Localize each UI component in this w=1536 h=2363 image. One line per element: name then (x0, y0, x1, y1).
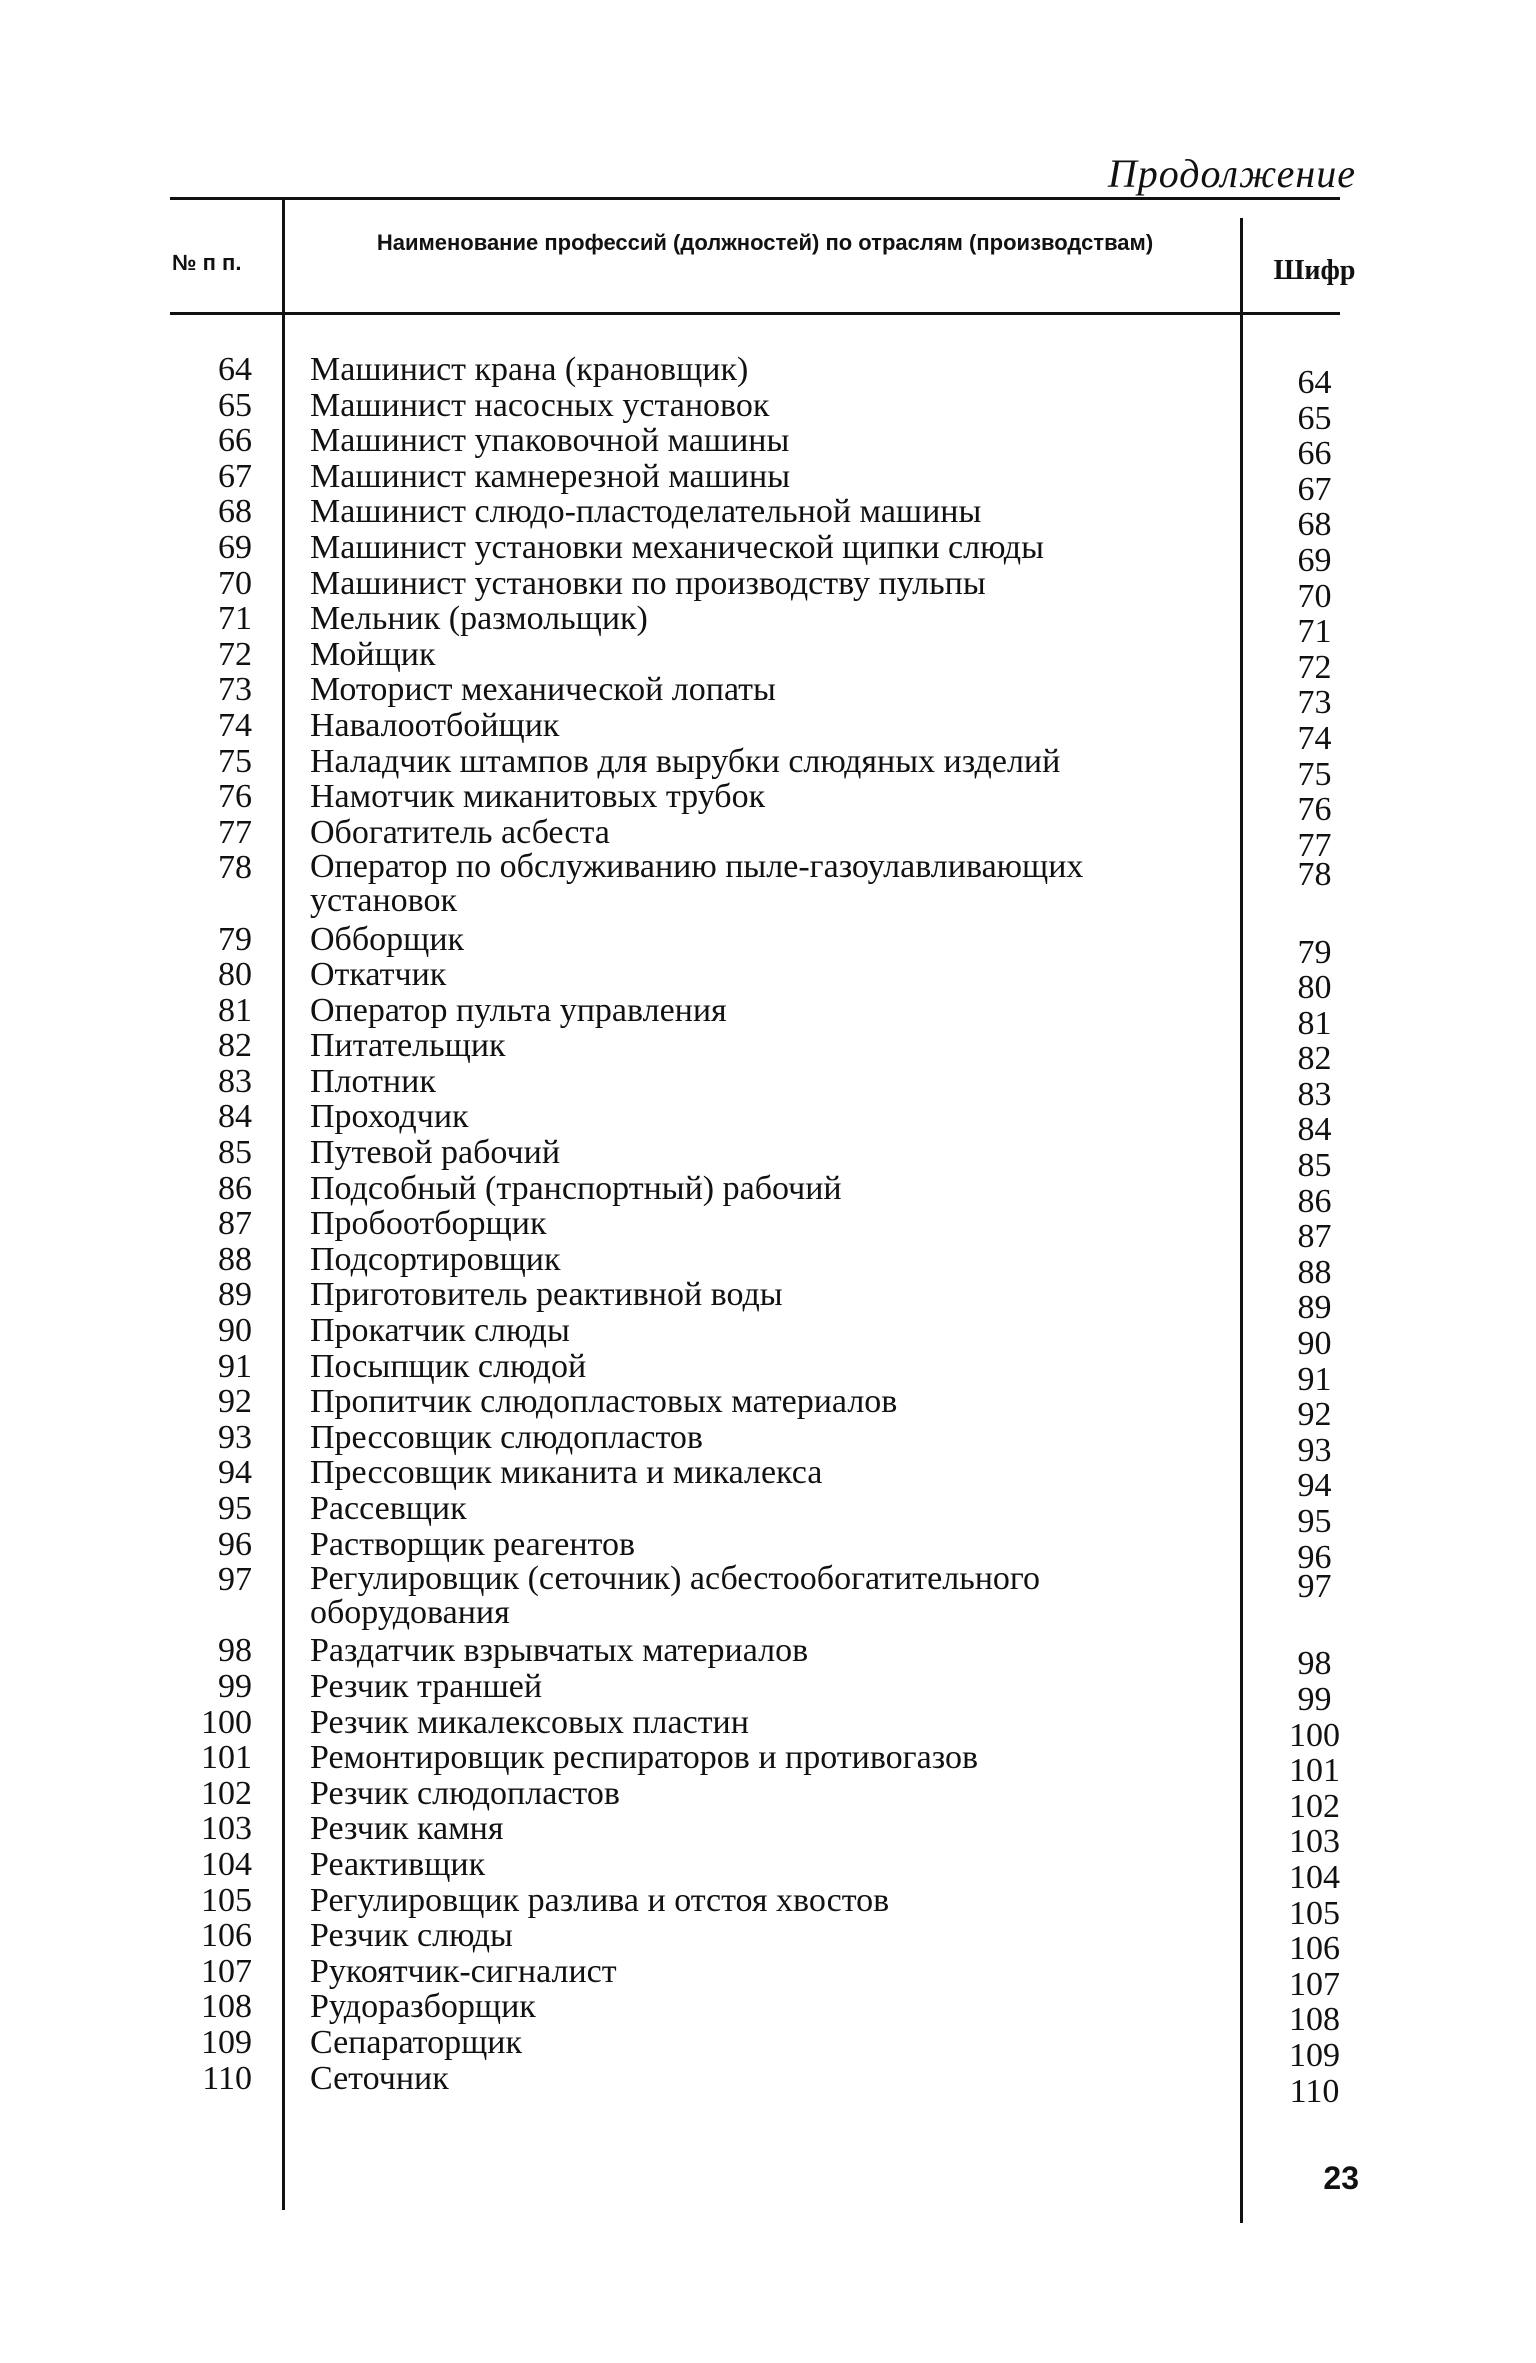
row-number: 99 (218, 1667, 252, 1705)
row-profession-name: Плотник (310, 1062, 436, 1100)
header-number: № п п. (172, 250, 242, 275)
row-code: 78 (1297, 856, 1332, 894)
row-number: 85 (218, 1134, 252, 1172)
row-profession-name: Моторист механической лопаты (310, 671, 776, 709)
row-profession-name: Пробоотборщик (310, 1205, 547, 1243)
row-profession-name: Прокатчик слюды (310, 1312, 570, 1350)
row-profession-name: Сепараторщик (310, 2023, 522, 2061)
row-number: 94 (218, 1454, 252, 1492)
row-profession-name: Подсобный (транспортный) рабочий (310, 1169, 842, 1207)
row-number: 80 (218, 956, 252, 994)
row-profession-name: Приготовитель реактивной воды (310, 1276, 783, 1314)
row-profession-name: Регулировщик (сеточник) асбестообогатительного оборудования (310, 1560, 1041, 1632)
row-code: 83 (1297, 1075, 1332, 1113)
table-row (0, 1703, 1536, 1754)
table-row (0, 1312, 1536, 1363)
row-code: 85 (1297, 1147, 1332, 1185)
table-row (0, 1169, 1536, 1220)
row-number: 73 (218, 671, 252, 709)
row-code: 67 (1297, 470, 1332, 508)
table-row (0, 1988, 1536, 2039)
row-code: 75 (1297, 755, 1332, 793)
row-code: 96 (1297, 1538, 1332, 1576)
row-profession-name: Сеточник (310, 2059, 449, 2097)
row-code: 84 (1297, 1111, 1332, 1149)
row-number: 105 (201, 1881, 252, 1919)
table-row (0, 1418, 1536, 1469)
row-code: 64 (1297, 364, 1332, 401)
row-code: 91 (1297, 1360, 1332, 1398)
row-profession-name: Посыпщик слюдой (310, 1347, 587, 1385)
table-row (0, 422, 1536, 473)
row-number: 92 (218, 1383, 252, 1421)
row-profession-name: Резчик микалексовых пластин (310, 1703, 749, 1741)
row-code: 102 (1289, 1787, 1340, 1825)
row-number: 110 (202, 2059, 252, 2097)
table-row (0, 991, 1536, 1042)
table-row (0, 1881, 1536, 1932)
row-code: 105 (1289, 1894, 1340, 1932)
row-profession-name: Оператор пульта управления (310, 991, 727, 1029)
row-code: 76 (1297, 791, 1332, 829)
row-profession-name: Обборщик (310, 920, 465, 958)
row-profession-name: Оператор по обслуживанию пыле-газоулавливающих установок (310, 848, 1084, 920)
row-profession-name: Растворщик реагентов (310, 1525, 636, 1563)
row-profession-name: Раздатчик взрывчатых материалов (310, 1632, 809, 1670)
row-number: 78 (218, 849, 252, 887)
row-number: 104 (201, 1845, 252, 1883)
continuation-label: Продолжение (1107, 151, 1356, 196)
row-code: 94 (1297, 1467, 1332, 1505)
row-profession-name: Ремонтировщик респираторов и противогазов (310, 1739, 978, 1777)
row-profession-name: Резчик траншей (310, 1667, 543, 1705)
row-profession-name: Реактивщик (310, 1845, 486, 1883)
row-code: 88 (1297, 1253, 1332, 1291)
row-number: 76 (218, 778, 252, 816)
row-profession-name: Намотчик миканитовых трубок (310, 778, 766, 816)
table-row (0, 1347, 1536, 1398)
table-row (0, 493, 1536, 544)
row-code: 68 (1297, 506, 1332, 544)
row-number: 109 (201, 2023, 252, 2061)
row-code: 99 (1297, 1680, 1332, 1718)
table-row (0, 386, 1536, 437)
row-number: 100 (201, 1703, 252, 1741)
row-number: 107 (201, 1952, 252, 1990)
table-row (0, 457, 1536, 508)
row-number: 70 (218, 564, 252, 602)
row-number: 79 (218, 920, 252, 958)
table-header-rule (170, 312, 1340, 315)
row-profession-name: Резчик камня (310, 1810, 504, 1848)
row-profession-name: Резчик слюдопластов (310, 1774, 620, 1812)
row-code: 100 (1289, 1716, 1340, 1754)
row-number: 101 (201, 1739, 252, 1777)
row-number: 87 (218, 1205, 252, 1243)
row-profession-name: Машинист крана (крановщик) (310, 351, 749, 388)
row-number: 96 (218, 1525, 252, 1563)
row-code: 82 (1297, 1040, 1332, 1078)
row-number: 93 (218, 1418, 252, 1456)
row-code: 71 (1297, 613, 1332, 651)
row-code: 89 (1297, 1289, 1332, 1327)
table-row (0, 351, 1536, 401)
row-profession-name: Прессовщик слюдопластов (310, 1418, 703, 1456)
table-row (0, 1845, 1536, 1896)
table-row (0, 1490, 1536, 1540)
row-number: 81 (218, 991, 252, 1029)
row-number: 103 (201, 1810, 252, 1848)
table-row (0, 1276, 1536, 1327)
row-profession-name: Рассевщик (310, 1490, 467, 1527)
row-number: 83 (218, 1062, 252, 1100)
table-row (0, 2023, 1536, 2074)
row-profession-name: Питательщик (310, 1027, 506, 1065)
row-code: 65 (1297, 399, 1332, 437)
row-profession-name: Обогатитель асбеста (310, 813, 610, 851)
row-number: 75 (218, 742, 252, 780)
row-profession-name: Резчик слюды (310, 1917, 513, 1955)
table-row (0, 778, 1536, 829)
row-code: 90 (1297, 1325, 1332, 1363)
row-number: 102 (201, 1774, 252, 1812)
row-number: 88 (218, 1240, 252, 1278)
table-row (0, 600, 1536, 651)
row-number: 106 (201, 1917, 252, 1955)
table-row (0, 671, 1536, 722)
row-number: 71 (218, 600, 252, 638)
row-profession-name: Наладчик штампов для вырубки слюдяных изделий (310, 742, 1061, 780)
row-code: 73 (1297, 684, 1332, 722)
row-number: 84 (218, 1098, 252, 1136)
row-profession-name: Машинист слюдо-пластоделательной машины (310, 493, 982, 531)
table-row (0, 850, 1536, 921)
row-code: 103 (1289, 1823, 1340, 1861)
table-row (0, 1525, 1536, 1576)
row-code: 86 (1297, 1182, 1332, 1220)
row-code: 108 (1289, 2001, 1340, 2039)
row-number: 91 (218, 1347, 252, 1385)
row-number: 98 (218, 1632, 252, 1670)
row-profession-name: Путевой рабочий (310, 1134, 561, 1172)
row-number: 77 (218, 813, 252, 851)
table-row (0, 1562, 1536, 1633)
row-number: 68 (218, 493, 252, 531)
row-profession-name: Мойщик (310, 635, 436, 673)
row-number: 108 (201, 1988, 252, 2026)
row-number: 86 (218, 1169, 252, 1207)
table-top-rule (170, 197, 1340, 200)
row-code: 77 (1297, 826, 1332, 864)
row-profession-name: Мельник (размольщик) (310, 600, 648, 638)
row-code: 72 (1297, 648, 1332, 686)
row-code: 101 (1289, 1752, 1340, 1790)
row-profession-name: Регулировщик разлива и отстоя хвостов (310, 1881, 890, 1919)
row-profession-name: Машинист насосных установок (310, 386, 770, 424)
table-row (0, 706, 1536, 757)
table-row (0, 1810, 1536, 1861)
row-profession-name: Пропитчик слюдопластовых материалов (310, 1383, 898, 1421)
page-number: 23 (1323, 2160, 1359, 2196)
table-row (0, 1667, 1536, 1718)
table-row (0, 2059, 1536, 2110)
row-number: 74 (218, 706, 252, 744)
table-row (0, 1098, 1536, 1149)
row-number: 89 (218, 1276, 252, 1314)
row-profession-name: Машинист установки по производству пульпы (310, 564, 986, 602)
row-code: 109 (1289, 2036, 1340, 2074)
row-number: 69 (218, 528, 252, 566)
table-body (0, 351, 1536, 2110)
row-number: 66 (218, 422, 252, 460)
row-number: 65 (218, 386, 252, 424)
row-code: 80 (1297, 969, 1332, 1007)
table-row (0, 1774, 1536, 1825)
row-number: 82 (218, 1027, 252, 1065)
table-row (0, 956, 1536, 1007)
table-row (0, 1240, 1536, 1291)
table-row (0, 813, 1536, 864)
table-row (0, 1383, 1536, 1434)
row-profession-name: Проходчик (310, 1098, 469, 1136)
row-code: 70 (1297, 577, 1332, 615)
row-number: 67 (218, 457, 252, 495)
row-code: 110 (1289, 2072, 1340, 2110)
table-row (0, 635, 1536, 686)
row-number: 64 (218, 351, 252, 388)
row-profession-name: Машинист упаковочной машины (310, 422, 790, 460)
row-code: 93 (1297, 1431, 1332, 1469)
header-name: Наименование профессий (должностей) по отраслям (производствам) (376, 230, 1154, 255)
header-code: Шифр (1273, 255, 1356, 286)
row-profession-name: Подсортировщик (310, 1240, 561, 1278)
row-number: 97 (218, 1561, 252, 1599)
row-profession-name: Рукоятчик-сигналист (310, 1952, 617, 1990)
table-row (0, 1027, 1536, 1078)
table-row (0, 1917, 1536, 1968)
table-row (0, 528, 1536, 579)
row-profession-name: Машинист камнерезной машины (310, 457, 791, 495)
row-profession-name: Навалоотбойщик (310, 706, 560, 744)
row-number: 95 (218, 1490, 252, 1527)
row-code: 97 (1297, 1568, 1332, 1606)
table-row (0, 1632, 1536, 1683)
row-code: 92 (1297, 1396, 1332, 1434)
row-profession-name: Рудоразборщик (310, 1988, 536, 2026)
row-code: 98 (1297, 1645, 1332, 1683)
row-number: 72 (218, 635, 252, 673)
row-code: 69 (1297, 541, 1332, 579)
row-code: 87 (1297, 1218, 1332, 1256)
row-code: 107 (1289, 1965, 1340, 2003)
table-row (0, 920, 1536, 971)
row-code: 66 (1297, 435, 1332, 473)
table-row (0, 1062, 1536, 1113)
row-profession-name: Прессовщик миканита и микалекса (310, 1454, 823, 1492)
row-code: 95 (1297, 1503, 1332, 1540)
table-row (0, 1134, 1536, 1185)
table-row (0, 742, 1536, 793)
row-code: 79 (1297, 933, 1332, 971)
table-row (0, 1454, 1536, 1505)
row-code: 74 (1297, 719, 1332, 757)
table-row (0, 1952, 1536, 2003)
row-profession-name: Откатчик (310, 956, 447, 994)
row-number: 90 (218, 1312, 252, 1350)
row-code: 81 (1297, 1004, 1332, 1042)
table-row (0, 1739, 1536, 1790)
row-code: 104 (1289, 1858, 1340, 1896)
table-row (0, 1205, 1536, 1256)
table-row (0, 564, 1536, 615)
row-code: 106 (1289, 1930, 1340, 1968)
row-profession-name: Машинист установки механической щипки слюды (310, 528, 1044, 566)
